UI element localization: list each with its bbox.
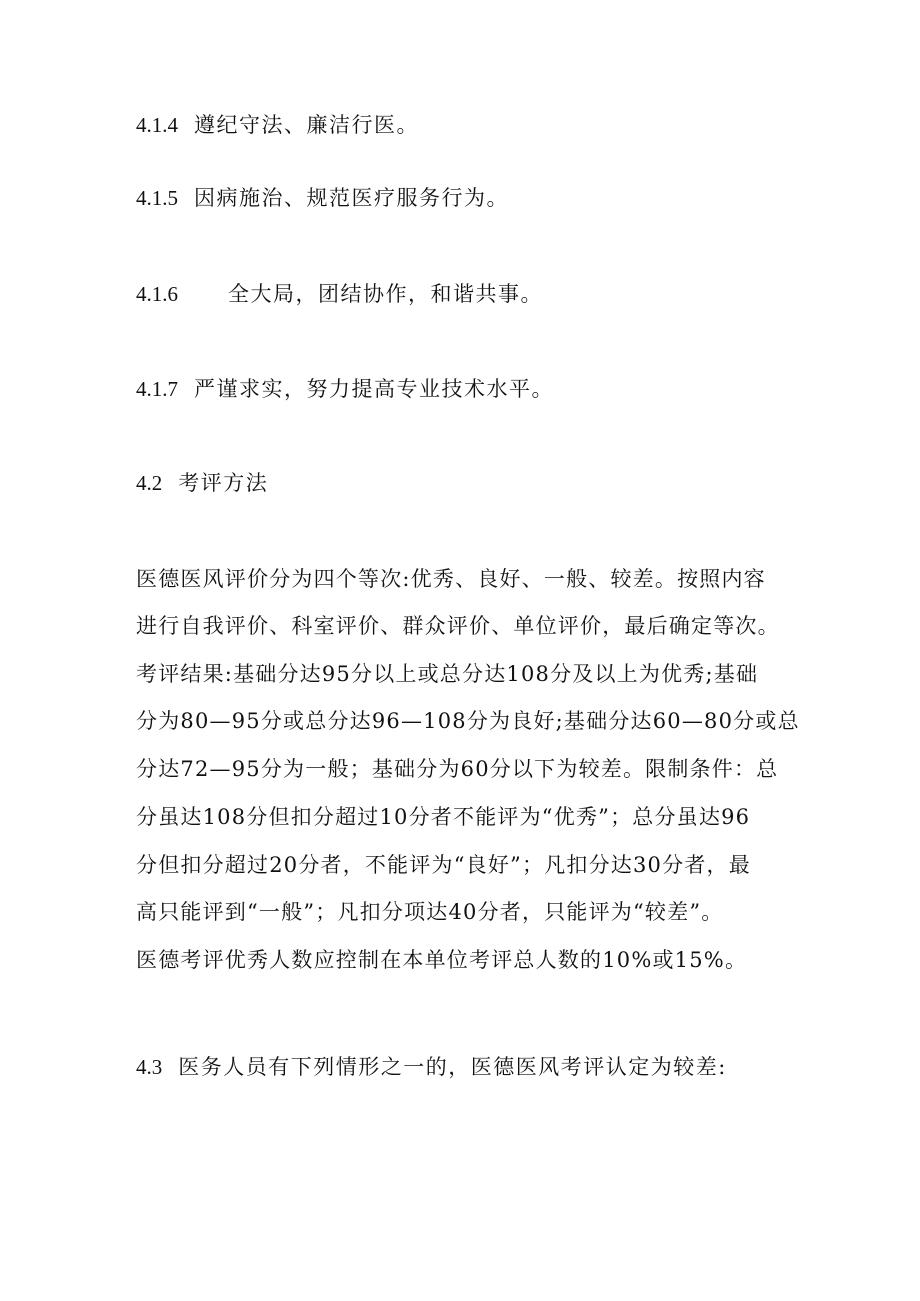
paragraph-line: 高只能评到“一般”；凡扣分项达40分者，只能评为“较差”。 xyxy=(136,900,724,924)
item-text: 严谨求实，努力提高专业技术水平。 xyxy=(194,377,554,401)
item-4-1-5 xyxy=(136,185,509,211)
item-number: 4.1.6 xyxy=(136,282,178,306)
item-number: 4.1.5 xyxy=(136,186,178,210)
item-number: 4.1.7 xyxy=(136,377,178,401)
paragraph-line: 医德考评优秀人数应控制在本单位考评总人数的10%或15%。 xyxy=(136,948,748,972)
item-4-1-7 xyxy=(136,376,554,402)
section-heading-4-3 xyxy=(136,1054,727,1080)
paragraph-line: 分但扣分超过20分者，不能评为“良好”；凡扣分达30分者，最 xyxy=(136,853,751,877)
item-4-1-4 xyxy=(136,112,419,138)
item-text: 因病施治、规范医疗服务行为。 xyxy=(194,186,509,210)
paragraph-line: 分虽达108分但扣分超过10分者不能评为“优秀”；总分虽达96 xyxy=(136,805,751,829)
item-text: 全大局，团结协作，和谐共事。 xyxy=(228,282,543,306)
section-number: 4.2 xyxy=(136,471,163,495)
section-heading-4-2 xyxy=(136,470,268,496)
section-number: 4.3 xyxy=(136,1055,163,1079)
item-text: 遵纪守法、廉洁行医。 xyxy=(194,113,419,137)
paragraph-line: 医德医风评价分为四个等次:优秀、良好、一般、较差。按照内容 xyxy=(136,567,766,591)
paragraph-line: 考评结果:基础分达95分以上或总分达108分及以上为优秀;基础 xyxy=(136,662,759,686)
paragraph-line: 进行自我评价、科室评价、群众评价、单位评价，最后确定等次。 xyxy=(136,614,780,638)
item-number: 4.1.4 xyxy=(136,113,178,137)
paragraph-line: 分达72—95分为一般；基础分为60分以下为较差。限制条件：总 xyxy=(136,757,779,781)
item-4-1-6 xyxy=(136,281,543,307)
section-title: 考评方法 xyxy=(178,471,269,495)
paragraph-line: 分为80—95分或总分达96—108分为良好;基础分达60—80分或总 xyxy=(136,709,800,733)
section-text: 医务人员有下列情形之一的，医德医风考评认定为较差: xyxy=(178,1055,727,1079)
